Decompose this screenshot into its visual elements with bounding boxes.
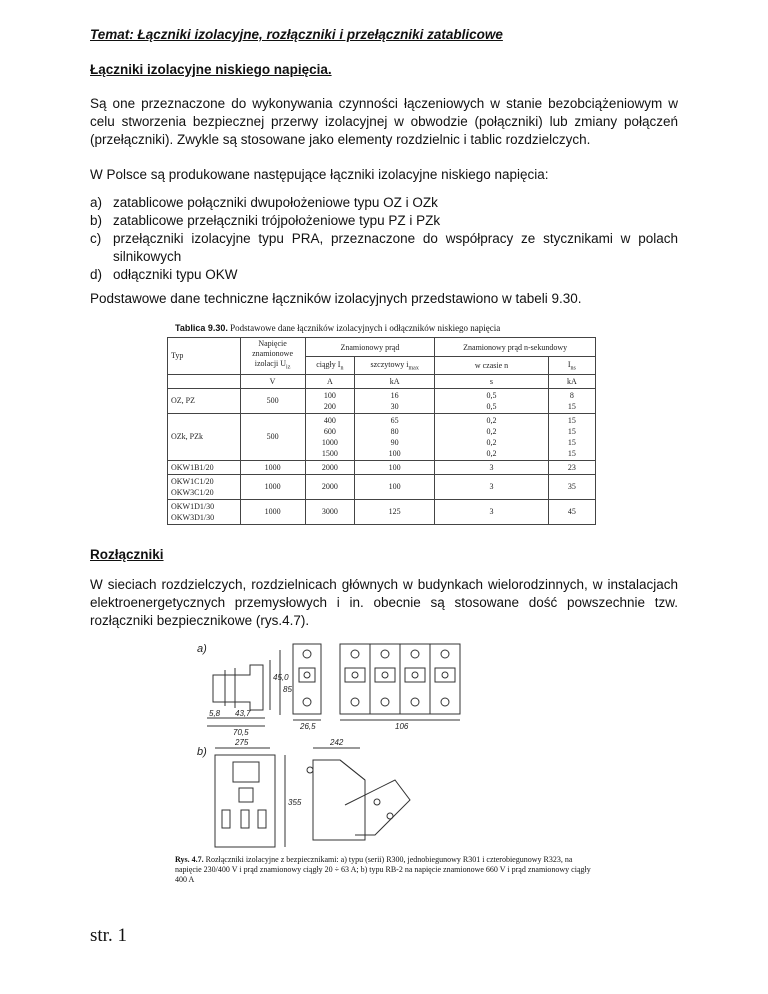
section-heading-switches: Rozłączniki xyxy=(90,547,164,562)
table-cell: 65 80 90 100 xyxy=(355,413,435,460)
table-cell: 23 xyxy=(548,460,595,474)
table-cell: 500 xyxy=(240,388,305,413)
table-cell: 1000 xyxy=(240,460,305,474)
list-text: zatablicowe połączniki dwupołożeniowe typu OZ i OZk xyxy=(113,195,438,210)
dim-label: 106 xyxy=(395,722,409,731)
table-cell: 45 xyxy=(548,499,595,524)
table-cell: 3 xyxy=(435,460,548,474)
list-text: przełączniki izolacyjne typu PRA, przeznaczone do współpracy ze stycznikami w polach silnikowych xyxy=(113,231,678,264)
table-cell: 3000 xyxy=(305,499,355,524)
figure-label-a: a) xyxy=(197,643,207,655)
table-cell: 8 15 xyxy=(548,388,595,413)
table-cell: 400 600 1000 1500 xyxy=(305,413,355,460)
header-peak: szczytowy $i_{max}$ xyxy=(355,357,435,374)
table-cell: 0,2 0,2 0,2 0,2 xyxy=(435,413,548,460)
dim-label: 242 xyxy=(330,738,344,747)
table-row xyxy=(168,460,596,474)
dim-label: 26,5 xyxy=(300,722,316,731)
table-cell: OZ, PZ xyxy=(168,388,241,413)
table-row xyxy=(168,499,596,524)
table-caption-label: Tablica 9.30. xyxy=(175,323,228,333)
rb2-handle xyxy=(340,760,410,835)
list-marker: c) xyxy=(90,231,102,246)
unit-ka: kA xyxy=(355,374,435,388)
table-caption-text: Podstawowe dane łączników izolacyjnych i odłączników niskiego napięcia xyxy=(230,323,501,333)
table-cell: 3 xyxy=(435,499,548,524)
isolator-types-list xyxy=(90,194,678,284)
figure-caption-label: Rys. 4.7. xyxy=(175,855,204,864)
table-cell: 100 xyxy=(355,460,435,474)
header-continuous: ciągły $I_n$ xyxy=(305,357,355,374)
dim-label: 70,5 xyxy=(233,728,249,737)
paragraph-fuse-switches: W sieciach rozdzielczych, rozdzielnicach głównych w budynkach wielorodzinnych, w instalacjach elektroenergetycznych przemysłowych i in. obecnie są stosowane dość powszechnie tzw. rozłączniki bezpiecznikowe (rys.4.7). xyxy=(90,577,678,628)
list-item xyxy=(90,212,678,230)
table-cell: 16 30 xyxy=(355,388,435,413)
table-cell: 2000 xyxy=(305,460,355,474)
list-item xyxy=(90,266,678,284)
table-cell: OKW1C1/20 OKW3C1/20 xyxy=(168,474,241,499)
list-text: odłączniki typu OKW xyxy=(113,267,238,282)
table-cell: 100 xyxy=(355,474,435,499)
table-cell: 125 xyxy=(355,499,435,524)
table-row xyxy=(168,474,596,499)
list-item xyxy=(90,194,678,212)
header-current: Znamionowy prąd xyxy=(305,338,435,357)
unit-ka2: kA xyxy=(548,374,595,388)
table-cell: 100 200 xyxy=(305,388,355,413)
figure-fuse-switches xyxy=(195,640,595,855)
single-pole-front xyxy=(293,644,321,714)
unit-s: s xyxy=(435,374,548,388)
list-marker: d) xyxy=(90,267,103,282)
page-number: str. 1 xyxy=(90,925,127,946)
table-cell: OZk, PZk xyxy=(168,413,241,460)
table-cell: 0,5 0,5 xyxy=(435,388,548,413)
rb2-front-view xyxy=(215,755,275,847)
paragraph-table-ref: Podstawowe dane techniczne łączników izolacyjnych przedstawiono w tabeli 9.30. xyxy=(90,291,582,306)
table-cell: 1000 xyxy=(240,499,305,524)
dim-label: 275 xyxy=(235,738,249,747)
dim-label: 45,0 xyxy=(273,673,289,682)
table-row xyxy=(168,413,596,460)
header-short-current: Znamionowy prąd n-sekundowy xyxy=(435,338,596,357)
figure-label-b: b) xyxy=(197,746,207,758)
figure-caption xyxy=(175,855,595,885)
side-view-body xyxy=(213,665,263,710)
table-cell: 2000 xyxy=(305,474,355,499)
unit-v: V xyxy=(240,374,305,388)
rb2-side-view xyxy=(313,760,365,840)
table-body xyxy=(168,388,596,524)
table-row xyxy=(168,388,596,413)
table-cell: 500 xyxy=(240,413,305,460)
table-cell: 3 xyxy=(435,474,548,499)
paragraph-intro: Są one przeznaczone do wykonywania czynności łączeniowych w stanie bezobciążeniowym w celu stworzenia bezpiecznej przerwy izolacyjnej w obwodzie (połączniki) lub zmiany połączeń (przełączniki). Zwykle są stosowane jako elementy rozdzielnic i tablic rozdzielczych. xyxy=(90,96,678,147)
unit-a: A xyxy=(305,374,355,388)
table-cell: OKW1D1/30 OKW3D1/30 xyxy=(168,499,241,524)
figure-caption-text: Rozłączniki izolacyjne z bezpiecznikami: a) typu (serii) R300, jednobiegunowy R301 i czterobiegunowy R323, na napięcie 230/400 V i prąd znamionowy ciągły 20 ÷ 63 A; b) typu RB-2 na napięcie znamionowe 660 V i prąd znamionowy ciągły 400 A xyxy=(175,855,591,884)
table-cell: 15 15 15 15 xyxy=(548,413,595,460)
list-marker: a) xyxy=(90,195,103,210)
table-caption xyxy=(175,323,500,333)
dim-label: 85 xyxy=(283,685,292,694)
dim-label: 355 xyxy=(288,798,302,807)
section-heading-isolators: Łączniki izolacyjne niskiego napięcia. xyxy=(90,62,332,77)
table-cell: OKW1B1/20 xyxy=(168,460,241,474)
dim-label: 43,7 xyxy=(235,709,251,718)
header-time: w czasie n xyxy=(435,357,548,374)
dim-label: 5,8 xyxy=(209,709,221,718)
document-topic: Temat: Łączniki izolacyjne, rozłączniki i przełączniki zatablicowe xyxy=(90,27,503,42)
list-marker: b) xyxy=(90,213,103,228)
table-cell: 1000 xyxy=(240,474,305,499)
paragraph-list-intro: W Polsce są produkowane następujące łączniki izolacyjne niskiego napięcia: xyxy=(90,167,549,182)
table-cell: 35 xyxy=(548,474,595,499)
data-table xyxy=(167,337,596,525)
header-typ: Typ xyxy=(168,338,241,375)
list-text: zatablicowe przełączniki trójpołożeniowe typu PZ i PZk xyxy=(113,213,441,228)
header-voltage: Napięcie znamionowe izolacji $U_{iz}$ xyxy=(240,338,305,375)
header-ins: $I_{ns}$ xyxy=(548,357,595,374)
list-item xyxy=(90,230,678,266)
